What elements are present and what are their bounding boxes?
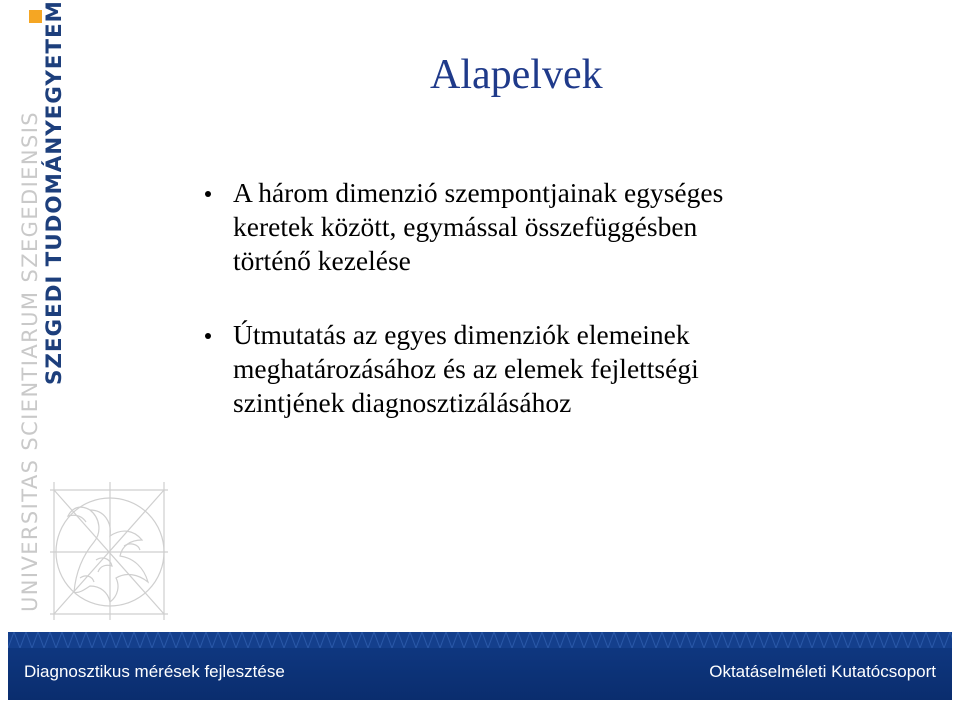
slide-title: Alapelvek xyxy=(430,52,603,98)
logo-accent-square xyxy=(29,10,42,23)
footer-bar xyxy=(8,632,952,700)
footer-pattern-icon xyxy=(8,632,952,648)
bullet-item xyxy=(205,318,925,420)
footer-left-text: Diagnosztikus mérések fejlesztése xyxy=(24,662,285,681)
bullet-dot-icon xyxy=(205,333,211,339)
university-motto: UNIVERSITAS SCIENTIARUM SZEGEDIENSIS xyxy=(18,110,42,612)
bullet-list xyxy=(205,176,925,461)
footer-right-text: Oktatáselméleti Kutatócsoport xyxy=(709,662,936,681)
university-seal-icon xyxy=(50,482,168,620)
bullet-text: Útmutatás az egyes dimenziók elemeinek meghatározásához és az elemek fejlettségi szintjének diagnosztizálásához xyxy=(233,319,699,419)
bullet-dot-icon xyxy=(205,191,211,197)
bullet-text: A három dimenzió szempontjainak egységes keretek között, egymással összefüggésben történő kezelése xyxy=(233,177,724,277)
bullet-item xyxy=(205,176,925,278)
university-name: SZEGEDI TUDOMÁNYEGYETEM xyxy=(42,0,67,385)
